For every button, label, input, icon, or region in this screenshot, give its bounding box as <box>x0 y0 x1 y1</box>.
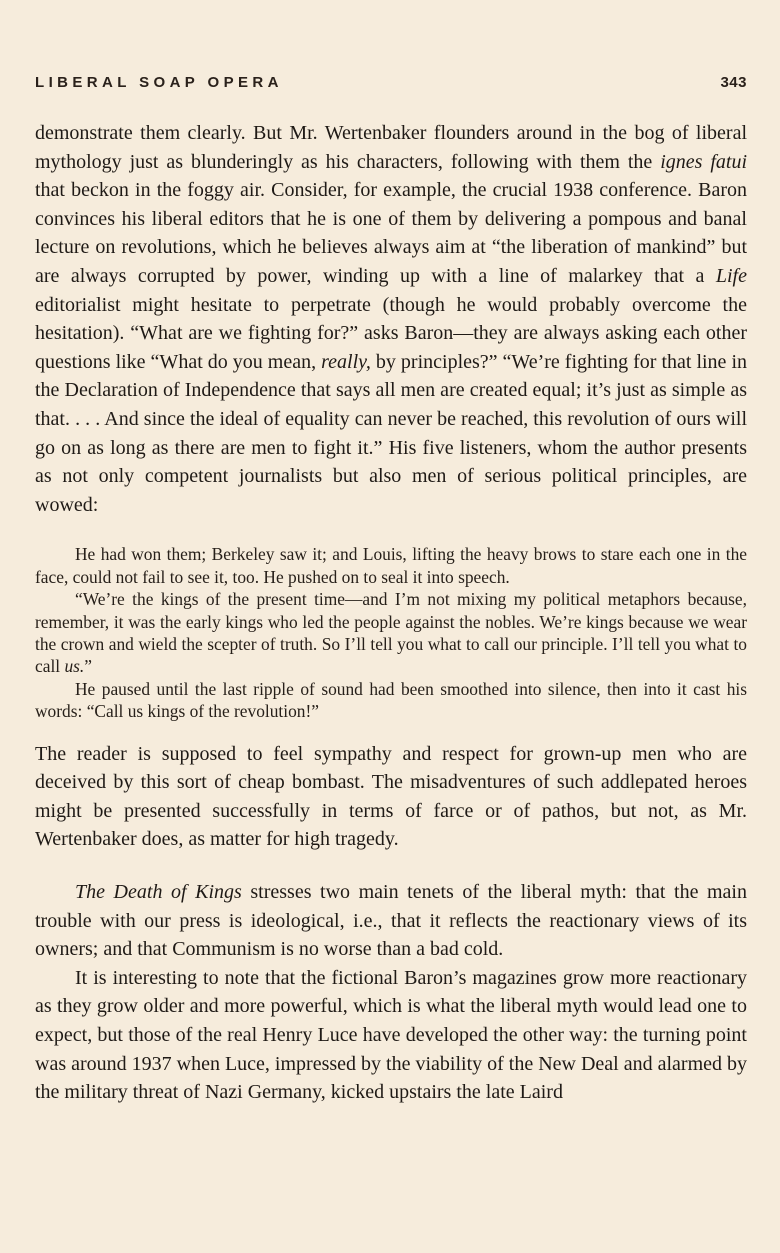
section-gap <box>35 854 747 878</box>
italic-title: Life <box>715 264 747 287</box>
paragraph-3 <box>35 878 747 964</box>
quote-paragraph-1: He had won them; Berkeley saw it; and Louis, lifting the heavy brows to stare each one in the face, could not fail to see it, too. He pushed on to seal it into speech. <box>35 544 747 587</box>
quote-paragraph-3: He paused until the last ripple of sound had been smoothed into silence, then into it cast his words: “Call us kings of the revolution!” <box>35 678 747 722</box>
body-text <box>35 119 747 1107</box>
text-run: editorialist might hesitate to perpetrate (though he would probably overcome the hesitation). “What are we fighting for?” asks Baron—they are always asking each other questions like “What do you mean, <box>35 293 747 373</box>
text-run: “We’re the kings of the present time—and I’m not mixing my political metaphors because, remember, it was the early kings who led the people against the nobles. We’re kings because we wear the crown and wield the scepter of truth. So I’ll tell you what to call our principle. I’ll tell you what to call <box>35 589 747 677</box>
running-head <box>35 74 747 91</box>
italic-book-title: The Death of Kings <box>75 880 242 903</box>
italic-emphasis: us. <box>64 656 85 677</box>
italic-term: ignes fatui <box>660 150 747 173</box>
italic-emphasis: really, <box>321 350 371 373</box>
page-number: 343 <box>720 74 747 91</box>
text-run: stresses two main tenets of the liberal myth: that the main trouble with our press is ideological, i.e., that it reflects the reactionary views of its owners; and that Communism is no worse than a bad cold. <box>35 880 747 961</box>
text-run: by principles?” “We’re fighting for that line in the Declaration of Independence that says all men are created equal; it’s just as simple as that. . . . And since the ideal of equality can never be reached, this revolution of ours will go on as long as there are men to fight it.” His five listeners, whom the author presents as not only competent journalists but also men of serious political principles, are wowed: <box>35 350 747 516</box>
running-title: LIBERAL SOAP OPERA <box>35 74 283 91</box>
paragraph-2: The reader is supposed to feel sympathy and respect for grown-up men who are deceived by this sort of cheap bombast. The misadventures of such addlepated heroes might be presented successfully in terms of farce or of pathos, but not, as Mr. Wertenbaker does, as matter for high tragedy. <box>35 742 747 851</box>
text-run: ” <box>84 656 92 677</box>
block-quote <box>35 543 747 722</box>
paragraph-4: It is interesting to note that the fictional Baron’s magazines grow more reactionary as they grow older and more powerful, which is what the liberal myth would lead one to expect, but those of the real Henry Luce have developed the other way: the turning point was around 1937 when Luce, impressed by the viability of the New Deal and alarmed by the military threat of Nazi Germany, kicked upstairs the late Laird <box>35 966 748 1104</box>
text-run: demonstrate them clearly. But Mr. Wertenbaker flounders around in the bog of liberal mythology just as blunderingly as his characters, following with them the <box>35 122 747 173</box>
text-run: that beckon in the foggy air. Consider, for example, the crucial 1938 conference. Baron convinces his liberal editors that he is one of them by delivering a pompous and banal lecture on revolutions, which he believes always aim at “the liberation of mankind” but are always corrupted by power, winding up with a line of malarkey that a <box>35 179 747 287</box>
quote-paragraph-2 <box>35 588 747 678</box>
paragraph-1 <box>35 119 747 519</box>
